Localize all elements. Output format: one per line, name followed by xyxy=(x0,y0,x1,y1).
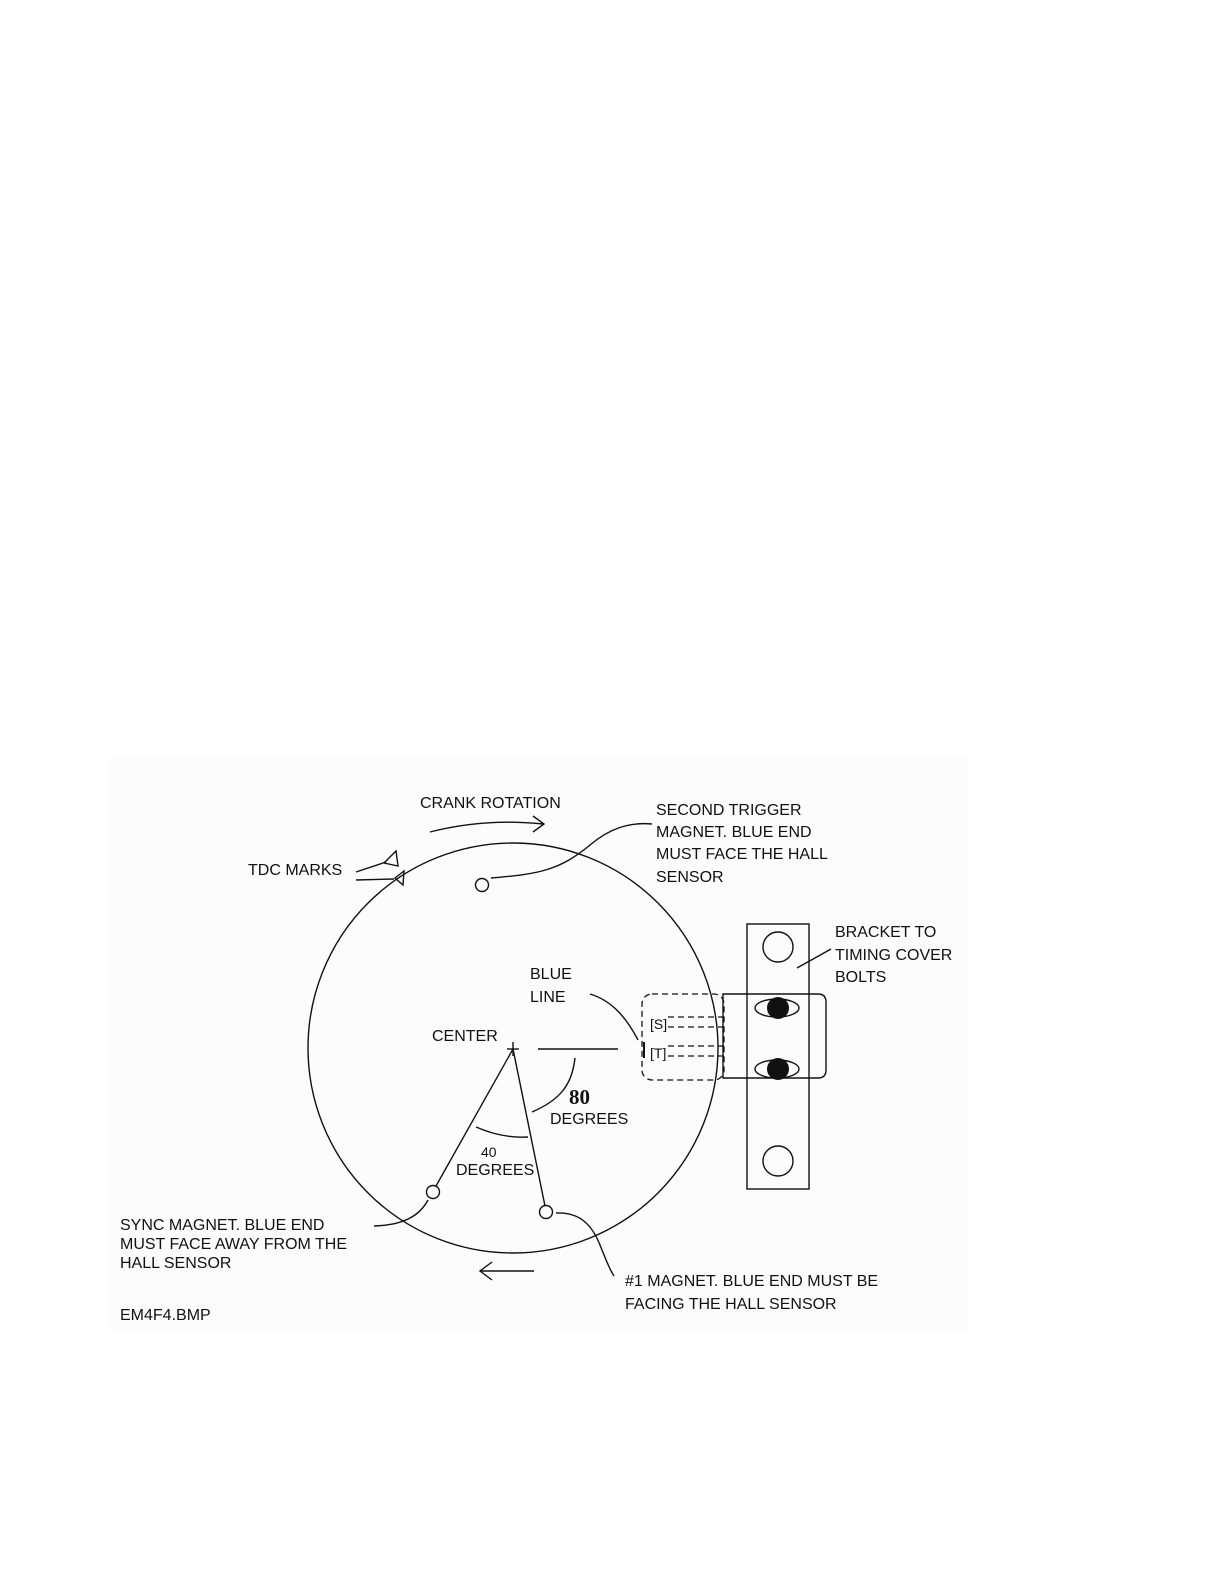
bolt-top xyxy=(767,997,789,1019)
svg-text:BRACKET TO: BRACKET TO xyxy=(835,924,937,941)
svg-text:#1 MAGNET. BLUE END MUST BE: #1 MAGNET. BLUE END MUST BE xyxy=(625,1273,879,1290)
angle-40-unit: DEGREES xyxy=(456,1162,535,1179)
svg-text:MUST FACE THE HALL: MUST FACE THE HALL xyxy=(656,846,828,863)
svg-text:SYNC MAGNET. BLUE END: SYNC MAGNET. BLUE END xyxy=(120,1217,325,1234)
svg-text:HALL SENSOR: HALL SENSOR xyxy=(120,1255,232,1272)
svg-text:MAGNET. BLUE END: MAGNET. BLUE END xyxy=(656,824,812,841)
svg-text:LINE: LINE xyxy=(530,989,566,1006)
bolt-bottom xyxy=(767,1058,789,1080)
svg-text:BLUE: BLUE xyxy=(530,966,572,983)
sensor-t-label: [T] xyxy=(650,1045,667,1061)
svg-text:TIMING COVER: TIMING COVER xyxy=(835,947,953,964)
svg-text:BOLTS: BOLTS xyxy=(835,969,887,986)
file-name-label: EM4F4.BMP xyxy=(120,1307,211,1324)
svg-text:MUST FACE AWAY FROM THE: MUST FACE AWAY FROM THE xyxy=(120,1236,347,1253)
angle-80-unit: DEGREES xyxy=(550,1111,629,1128)
tdc-marks-label: TDC MARKS xyxy=(248,862,343,879)
sensor-s-label: [S] xyxy=(650,1016,668,1032)
svg-text:SECOND TRIGGER: SECOND TRIGGER xyxy=(656,802,802,819)
crank-rotation-label: CRANK ROTATION xyxy=(420,795,561,812)
center-label: CENTER xyxy=(432,1028,498,1045)
svg-text:FACING THE HALL SENSOR: FACING THE HALL SENSOR xyxy=(625,1296,837,1313)
angle-40-value: 40 xyxy=(481,1144,497,1160)
svg-text:SENSOR: SENSOR xyxy=(656,869,724,886)
angle-80-value: 80 xyxy=(569,1085,590,1109)
